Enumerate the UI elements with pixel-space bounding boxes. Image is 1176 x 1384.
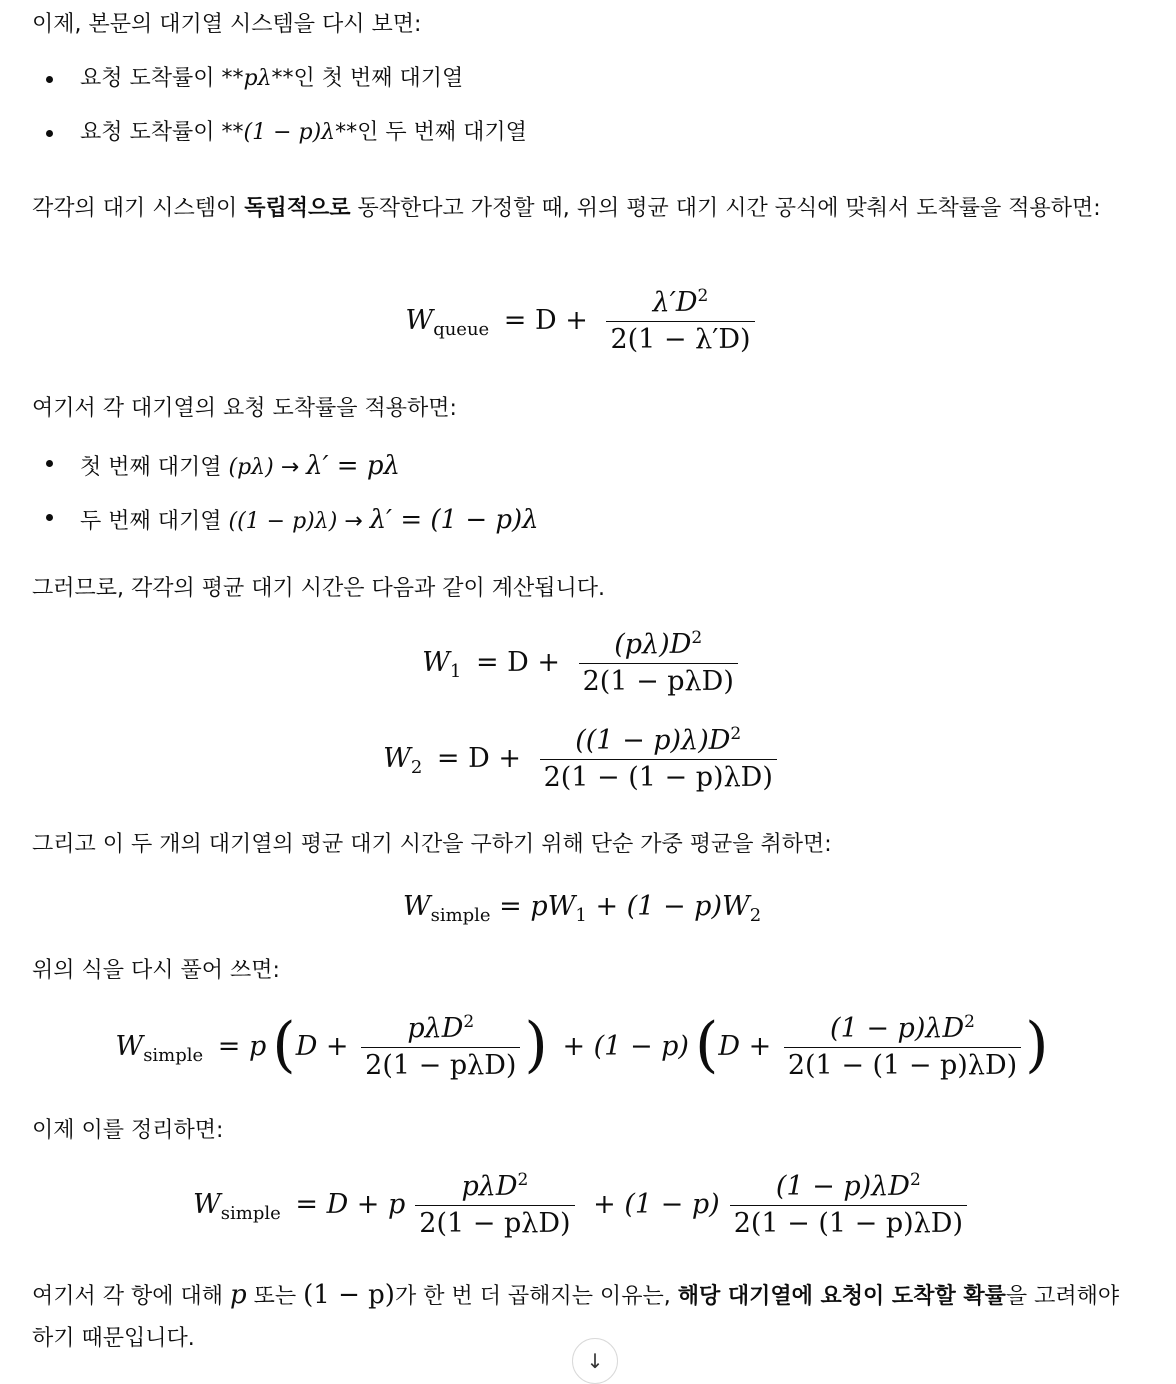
paragraph-therefore: 그러므로, 각각의 평균 대기 시간은 다음과 같이 계산됩니다. <box>32 576 605 601</box>
left-paren: ( <box>694 1010 719 1081</box>
equation-wqueue: $W_{queue} = D$ + $\frac{\lambda'D^2}{2(1 - \lambda'D)}$ <box>32 286 1132 357</box>
equation-wsimple-simplified: $W_{simple} = D + p$ $\frac{p\lambda D^2}{\text{2(1 − pλD)}}$ + (1 − p) $\frac{(1 - p)\lambda D^2}{2(1 - (1 - p)\lambda D)}$ <box>32 1170 1132 1241</box>
paragraph-independent: 각각의 대기 시스템이 독립적으로 동작한다고 가정할 때, 위의 평균 대기 시간 공식에 맞춰서 도착률을 적용하면: <box>32 196 1101 221</box>
bullet-dot <box>46 460 53 467</box>
bullet-text: 요청 도착률이 ** <box>80 66 244 91</box>
bullet-text-post: **인 첫 번째 대기열 <box>271 66 464 91</box>
bullet-text-post: **인 두 번째 대기열 <box>335 120 527 145</box>
bullet-dot <box>46 130 53 137</box>
bullet-text: 요청 도착률이 ** <box>80 120 244 145</box>
equation-wsimple-expanded: $W_{simple} = p$ (D + $\frac{p\lambda D^2}{\text{2(1 − pλD)}}$ ) + (1 − p) (D + $\frac{(1 - p)\lambda D^2}{2(1 - (1 - p)\lambda D)}$ ) <box>115 1010 1049 1082</box>
paragraph-expand: 위의 식을 다시 풀어 쓰면: <box>32 958 280 983</box>
bullet-dot <box>46 76 53 83</box>
bullet-dot <box>46 514 53 521</box>
right-paren: ) <box>1025 1010 1049 1081</box>
intro-text: 이제, 본문의 대기열 시스템을 다시 보면: <box>32 12 422 37</box>
equation-w2: $W_2 = D$ + $\frac{((1 - p)\lambda)D^2}{2(1 - (1 - p)\lambda D)}$ <box>32 724 1132 795</box>
paragraph-simplify: 이제 이를 정리하면: <box>32 1118 224 1143</box>
bullet-math: (1 − p)λ <box>243 120 336 145</box>
bullet-math: pλ <box>243 66 272 91</box>
equation-wsimple: $W_{simple} = pW_1 + (1 - p)W_2$ <box>402 891 762 926</box>
paragraph-weighted: 그리고 이 두 개의 대기열의 평균 대기 시간을 구하기 위해 단순 가중 평균을 취하면: <box>32 832 832 857</box>
paragraph-reason: 여기서 각 항에 대해 p 또는 (1 − p)가 한 번 더 곱해지는 이유는, 해당 대기열에 요청이 도착할 확률을 고려해야 하기 때문입니다. <box>32 1280 1120 1351</box>
scroll-down-button[interactable] <box>572 1338 618 1384</box>
bold-text: 해당 대기열에 요청이 도착할 확률 <box>677 1284 1006 1309</box>
bold-text: 독립적으로 <box>244 196 351 221</box>
equation-w1: $W_1 = D$ + $\frac{(p\lambda)D^2}{\text{2(1 − pλD)}}$ <box>32 628 1132 699</box>
left-paren: ( <box>272 1010 296 1081</box>
right-paren: ) <box>524 1010 548 1081</box>
arrow-down-icon: ↓ <box>586 1349 604 1373</box>
paragraph-apply: 여기서 각 대기열의 요청 도착률을 적용하면: <box>32 396 457 421</box>
